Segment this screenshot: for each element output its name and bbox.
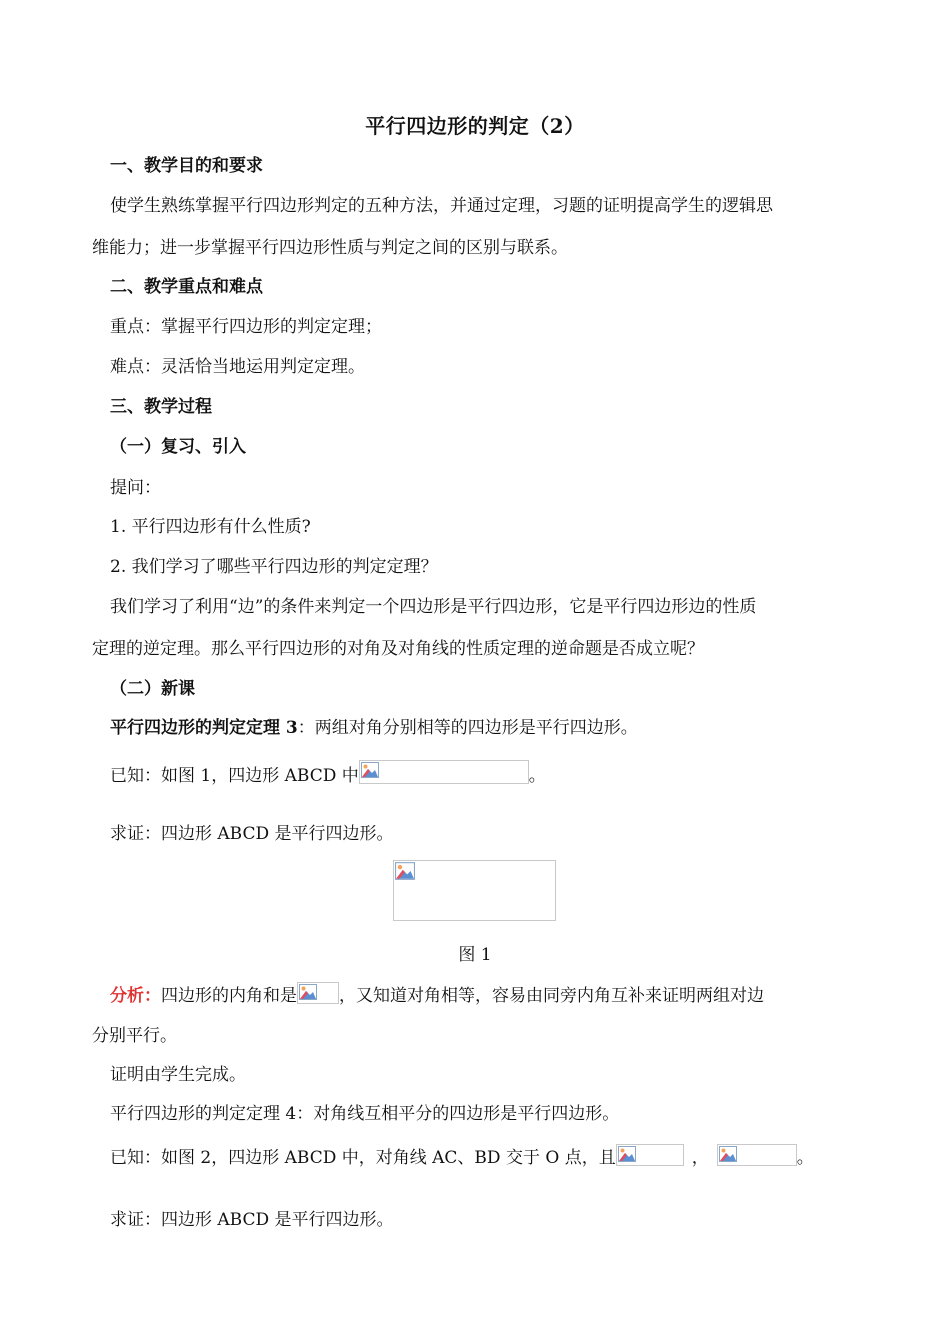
section-heading-objectives: 一、教学目的和要求 bbox=[110, 156, 263, 176]
theorem-3 bbox=[110, 716, 638, 740]
formula-image-given-2a bbox=[616, 1144, 684, 1166]
question-1: 1. 平行四边形有什么性质? bbox=[110, 517, 311, 537]
section-heading-keypoints: 二、教学重点和难点 bbox=[110, 277, 263, 297]
subsection-heading-newlesson: （二）新课 bbox=[110, 679, 195, 699]
analysis-text-b: ，又知道对角相等，容易由同旁内角互补来证明两组对边 bbox=[339, 986, 764, 1006]
analysis-line1 bbox=[110, 982, 764, 1008]
theorem-3-label: 平行四边形的判定定理 3 bbox=[110, 718, 298, 738]
ask-label: 提问： bbox=[110, 478, 161, 498]
difficult-point-text: 难点：灵活恰当地运用判定定理。 bbox=[110, 357, 365, 377]
key-point-text: 重点：掌握平行四边形的判定定理； bbox=[110, 317, 382, 337]
theorem-3-text: ：两组对角分别相等的四边形是平行四边形。 bbox=[297, 718, 638, 738]
formula-image-given-2b bbox=[717, 1144, 797, 1166]
objectives-paragraph-line1: 使学生熟练掌握平行四边形判定的五种方法，并通过定理，习题的证明提高学生的逻辑思 bbox=[110, 196, 773, 216]
given-1-text: 已知：如图 1，四边形 ABCD 中 bbox=[110, 766, 359, 786]
broken-image-icon bbox=[395, 862, 415, 880]
subsection-heading-review: （一）复习、引入 bbox=[110, 437, 246, 457]
broken-image-icon bbox=[618, 1146, 636, 1162]
document-title: 平行四边形的判定（2） bbox=[365, 114, 585, 138]
section-heading-process: 三、教学过程 bbox=[110, 397, 212, 417]
given-2-separator: ， bbox=[691, 1148, 709, 1168]
theorem-4: 平行四边形的判定定理 4：对角线互相平分的四边形是平行四边形。 bbox=[110, 1104, 620, 1124]
given-2-text: 已知：如图 2，四边形 ABCD 中，对角线 AC、BD 交于 O 点，且 bbox=[110, 1148, 616, 1168]
given-1-end: 。 bbox=[528, 766, 546, 786]
broken-image-icon bbox=[361, 762, 379, 778]
prove-2: 求证：四边形 ABCD 是平行四边形。 bbox=[110, 1210, 394, 1230]
prove-1: 求证：四边形 ABCD 是平行四边形。 bbox=[110, 824, 394, 844]
analysis-text-a: 四边形的内角和是 bbox=[161, 986, 297, 1006]
question-2: 2. 我们学习了哪些平行四边形的判定定理？ bbox=[110, 557, 438, 577]
given-2 bbox=[110, 1144, 814, 1170]
broken-image-icon bbox=[299, 984, 317, 1000]
figure-1-caption: 图 1 bbox=[458, 945, 492, 965]
formula-image-given-1 bbox=[359, 760, 529, 784]
formula-image-angle-sum bbox=[297, 982, 339, 1004]
broken-image-icon bbox=[719, 1146, 737, 1162]
review-paragraph-line1: 我们学习了利用“边”的条件来判定一个四边形是平行四边形，它是平行四边形边的性质 bbox=[110, 597, 757, 617]
figure-1-image bbox=[393, 860, 556, 921]
review-paragraph-line2: 定理的逆定理。那么平行四边形的对角及对角线的性质定理的逆命题是否成立呢？ bbox=[92, 639, 704, 659]
given-2-end: 。 bbox=[796, 1148, 814, 1168]
given-1 bbox=[110, 760, 546, 788]
analysis-label: 分析： bbox=[110, 986, 161, 1006]
analysis-line2: 分别平行。 bbox=[92, 1026, 177, 1046]
objectives-paragraph-line2: 维能力；进一步掌握平行四边形性质与判定之间的区别与联系。 bbox=[92, 238, 568, 258]
proof-by-students: 证明由学生完成。 bbox=[110, 1065, 246, 1085]
